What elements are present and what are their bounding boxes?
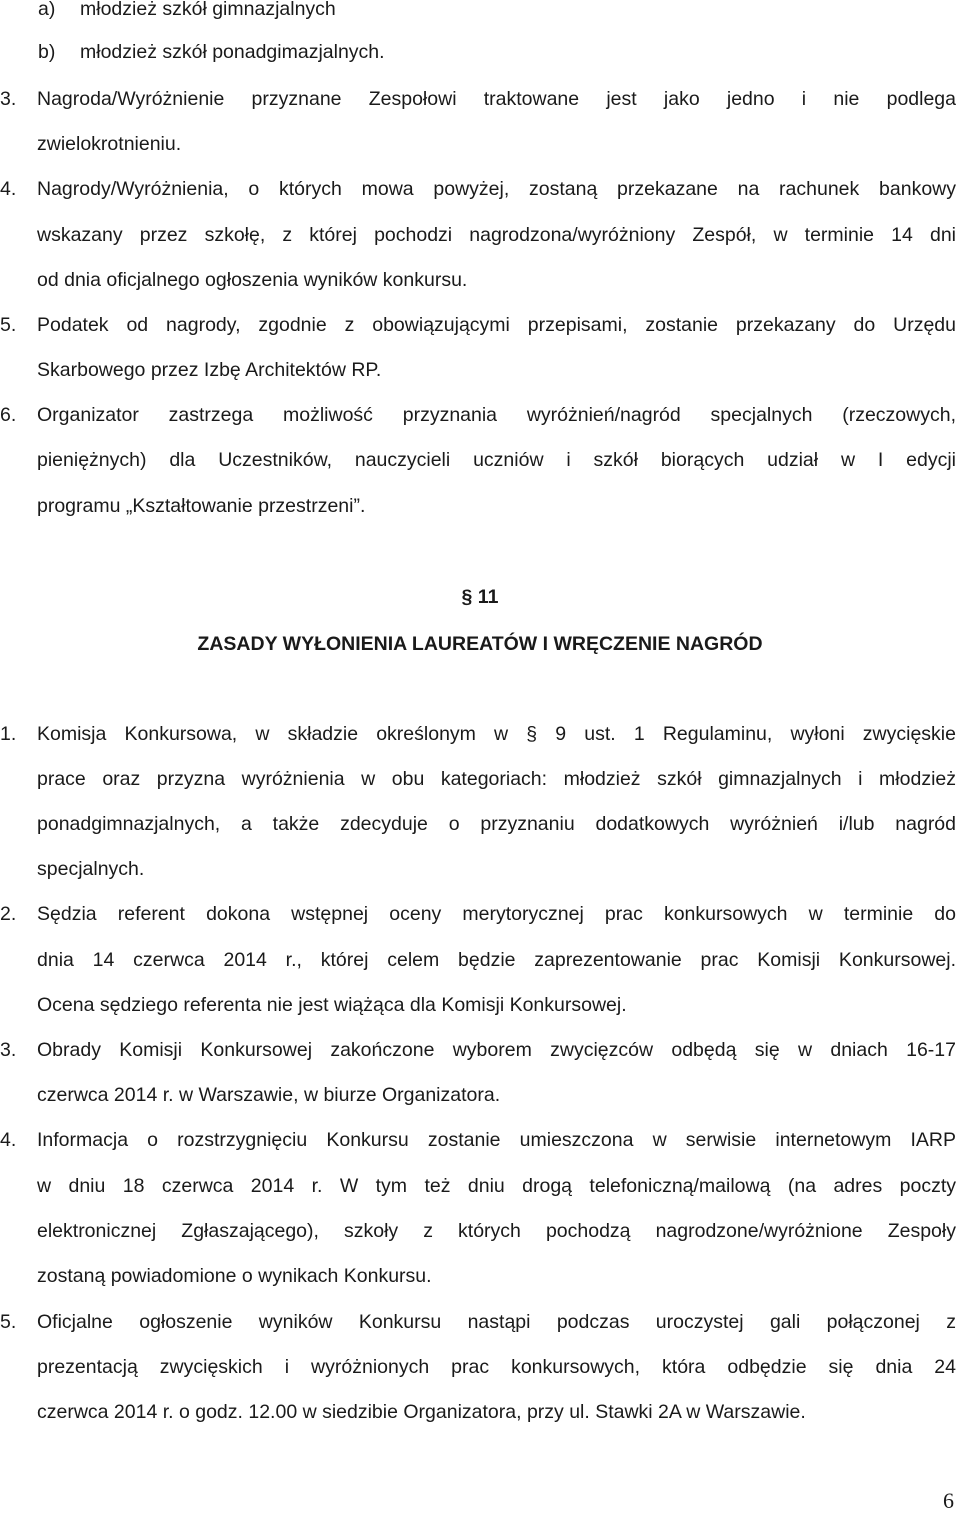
list-marker: 3. (0, 88, 17, 110)
paragraph-line: w dniu 18 czerwca 2014 r. W tym też dniu drogą telefoniczną/mailową (na adres poczty (37, 1175, 956, 1197)
paragraph-line: Komisja Konkursowa, w składzie określonym w § 9 ust. 1 Regulaminu, wyłoni zwycięskie (37, 723, 956, 745)
paragraph-line: elektronicznej Zgłaszającego), szkoły z których pochodzą nagrodzone/wyróżnione Zespoły (37, 1220, 956, 1242)
paragraph-line: Podatek od nagrody, zgodnie z obowiązującymi przepisami, zostanie przekazany do Urzędu (37, 314, 956, 336)
paragraph-line: ponadgimnazjalnych, a także zdecyduje o przyznaniu dodatkowych wyróżnień i/lub nagród (37, 813, 956, 835)
section-title: ZASADY WYŁONIENIA LAUREATÓW I WRĘCZENIE NAGRÓD (197, 633, 763, 655)
paragraph-line: Oficjalne ogłoszenie wyników Konkursu nastąpi podczas uroczystej gali połączonej z (37, 1311, 956, 1333)
list-marker: 4. (0, 178, 17, 200)
section-number: § 11 (461, 586, 499, 608)
paragraph-line: Informacja o rozstrzygnięciu Konkursu zostanie umieszczona w serwisie internetowym IARP (37, 1129, 956, 1151)
list-marker: 5. (0, 1311, 17, 1333)
paragraph-line: Sędzia referent dokona wstępnej oceny merytorycznej prac konkursowych w terminie do (37, 903, 956, 925)
paragraph-line: prezentacją zwycięskich i wyróżnionych prac konkursowych, która odbędzie się dnia 24 (37, 1356, 956, 1378)
paragraph-line: Organizator zastrzega możliwość przyznania wyróżnień/nagród specjalnych (rzeczowych, (37, 404, 956, 426)
paragraph-line: prace oraz przyzna wyróżnienia w obu kategoriach: młodzież szkół gimnazjalnych i młodzież (37, 768, 956, 790)
list-marker: b) (38, 41, 56, 63)
paragraph-line: zostaną powiadomione o wynikach Konkursu. (37, 1265, 432, 1287)
paragraph-line: programu „Kształtowanie przestrzeni”. (37, 495, 366, 517)
paragraph-line: czerwca 2014 r. o godz. 12.00 w siedzibie Organizatora, przy ul. Stawki 2A w Warszawie. (37, 1401, 806, 1423)
paragraph-line: dnia 14 czerwca 2014 r., której celem będzie zaprezentowanie prac Komisji Konkursowej. (37, 949, 956, 971)
list-marker: 3. (0, 1039, 17, 1061)
paragraph-line: Ocena sędziego referenta nie jest wiążąca dla Komisji Konkursowej. (37, 994, 627, 1016)
list-text: młodzież szkół ponadgimazjalnych. (80, 41, 385, 63)
paragraph-line: czerwca 2014 r. w Warszawie, w biurze Organizatora. (37, 1084, 501, 1106)
paragraph-line: wskazany przez szkołę, z której pochodzi nagrodzona/wyróżniony Zespół, w terminie 14 dni (37, 224, 956, 246)
list-marker: a) (38, 0, 56, 20)
paragraph-line: Nagroda/Wyróżnienie przyznane Zespołowi traktowane jest jako jedno i nie podlega (37, 88, 956, 110)
paragraph-line: Nagrody/Wyróżnienia, o których mowa powyżej, zostaną przekazane na rachunek bankowy (37, 178, 956, 200)
list-text: młodzież szkół gimnazjalnych (80, 0, 336, 20)
list-marker: 4. (0, 1129, 17, 1151)
paragraph-line: od dnia oficjalnego ogłoszenia wyników konkursu. (37, 269, 468, 291)
paragraph-line: pieniężnych) dla Uczestników, nauczycieli uczniów i szkół biorących udział w I edycji (37, 449, 956, 471)
paragraph-line: zwielokrotnieniu. (37, 133, 182, 155)
list-marker: 1. (0, 723, 17, 745)
paragraph-line: Obrady Komisji Konkursowej zakończone wyborem zwycięzców odbędą się w dniach 16-17 (37, 1039, 956, 1061)
list-marker: 5. (0, 314, 17, 336)
list-marker: 6. (0, 404, 17, 426)
list-marker: 2. (0, 903, 17, 925)
paragraph-line: specjalnych. (37, 858, 145, 880)
paragraph-line: Skarbowego przez Izbę Architektów RP. (37, 359, 382, 381)
page-number: 6 (943, 1488, 954, 1513)
